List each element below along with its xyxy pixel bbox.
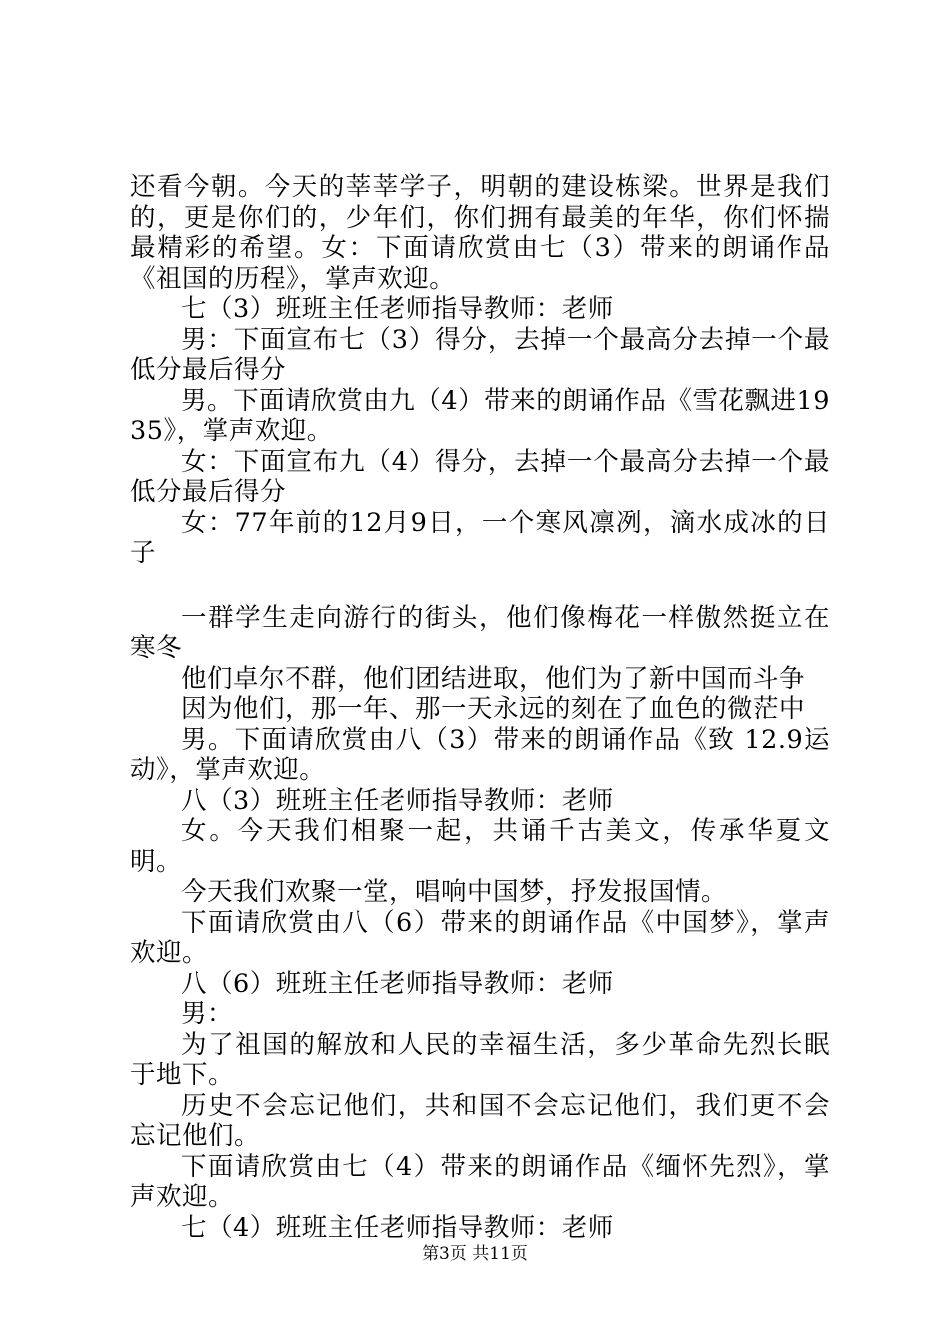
- paragraph-december-9: 女：77年前的12月9日，一个寒风凛冽，滴水成冰的日子: [130, 507, 830, 568]
- paragraph-intro-8-3: 男。下面请欣赏由八（3）带来的朗诵作品《致 12.9运动》，掌声欢迎。: [130, 724, 830, 785]
- paragraph-score-9-4: 女：下面宣布九（4）得分，去掉一个最高分去掉一个最低分最后得分: [130, 446, 830, 507]
- paragraph-intro-9-4: 男。下面请欣赏由九（4）带来的朗诵作品《雪花飘进1935》，掌声欢迎。: [130, 385, 830, 446]
- paragraph-martyrs: 为了祖国的解放和人民的幸福生活，多少革命先烈长眠于地下。: [130, 1029, 830, 1090]
- paragraph-intro: 还看今朝。今天的莘莘学子，明朝的建设栋梁。世界是我们的，更是你们的，少年们，你们拥有最美的年华，你们怀揣最精彩的希望。女：下面请欣赏由七（3）带来的朗诵作品《祖国的历程》，掌声欢迎。: [130, 172, 830, 294]
- paragraph-intro-7-4: 下面请欣赏由七（4）带来的朗诵作品《缅怀先烈》，掌声欢迎。: [130, 1151, 830, 1212]
- paragraph-gather: 女。今天我们相聚一起，共诵千古美文，传承华夏文明。: [130, 816, 830, 877]
- paragraph-china-dream: 今天我们欢聚一堂，唱响中国梦，抒发报国情。: [181, 877, 728, 907]
- paragraph-remembered: 因为他们，那一年、那一天永远的刻在了血色的微茫中: [181, 694, 806, 724]
- paragraph-score-7-3: 男：下面宣布七（3）得分，去掉一个最高分去掉一个最低分最后得分: [130, 324, 830, 385]
- paragraph-teacher-7-3: 七（3）班班主任老师指导教师：老师: [181, 294, 614, 324]
- paragraph-teacher-8-3: 八（3）班班主任老师指导教师：老师: [181, 785, 614, 816]
- page-footer: 第3页 共11页: [422, 1244, 528, 1264]
- document-body: [130, 172, 830, 1243]
- paragraph-history: 历史不会忘记他们，共和国不会忘记他们，我们更不会忘记他们。: [130, 1090, 830, 1151]
- paragraph-intro-8-6: 下面请欣赏由八（6）带来的朗诵作品《中国梦》，掌声欢迎。: [130, 907, 830, 968]
- paragraph-teacher-7-4: 七（4）班班主任老师指导教师：老师: [181, 1212, 614, 1243]
- paragraph-struggle: 他们卓尔不群，他们团结进取，他们为了新中国而斗争: [181, 663, 806, 694]
- paragraph-teacher-8-6: 八（6）班班主任老师指导教师：老师: [181, 968, 614, 999]
- paragraph-male-speaker: 男：: [181, 999, 234, 1029]
- paragraph-students-march: 一群学生走向游行的街头，他们像梅花一样傲然挺立在寒冬: [130, 602, 830, 663]
